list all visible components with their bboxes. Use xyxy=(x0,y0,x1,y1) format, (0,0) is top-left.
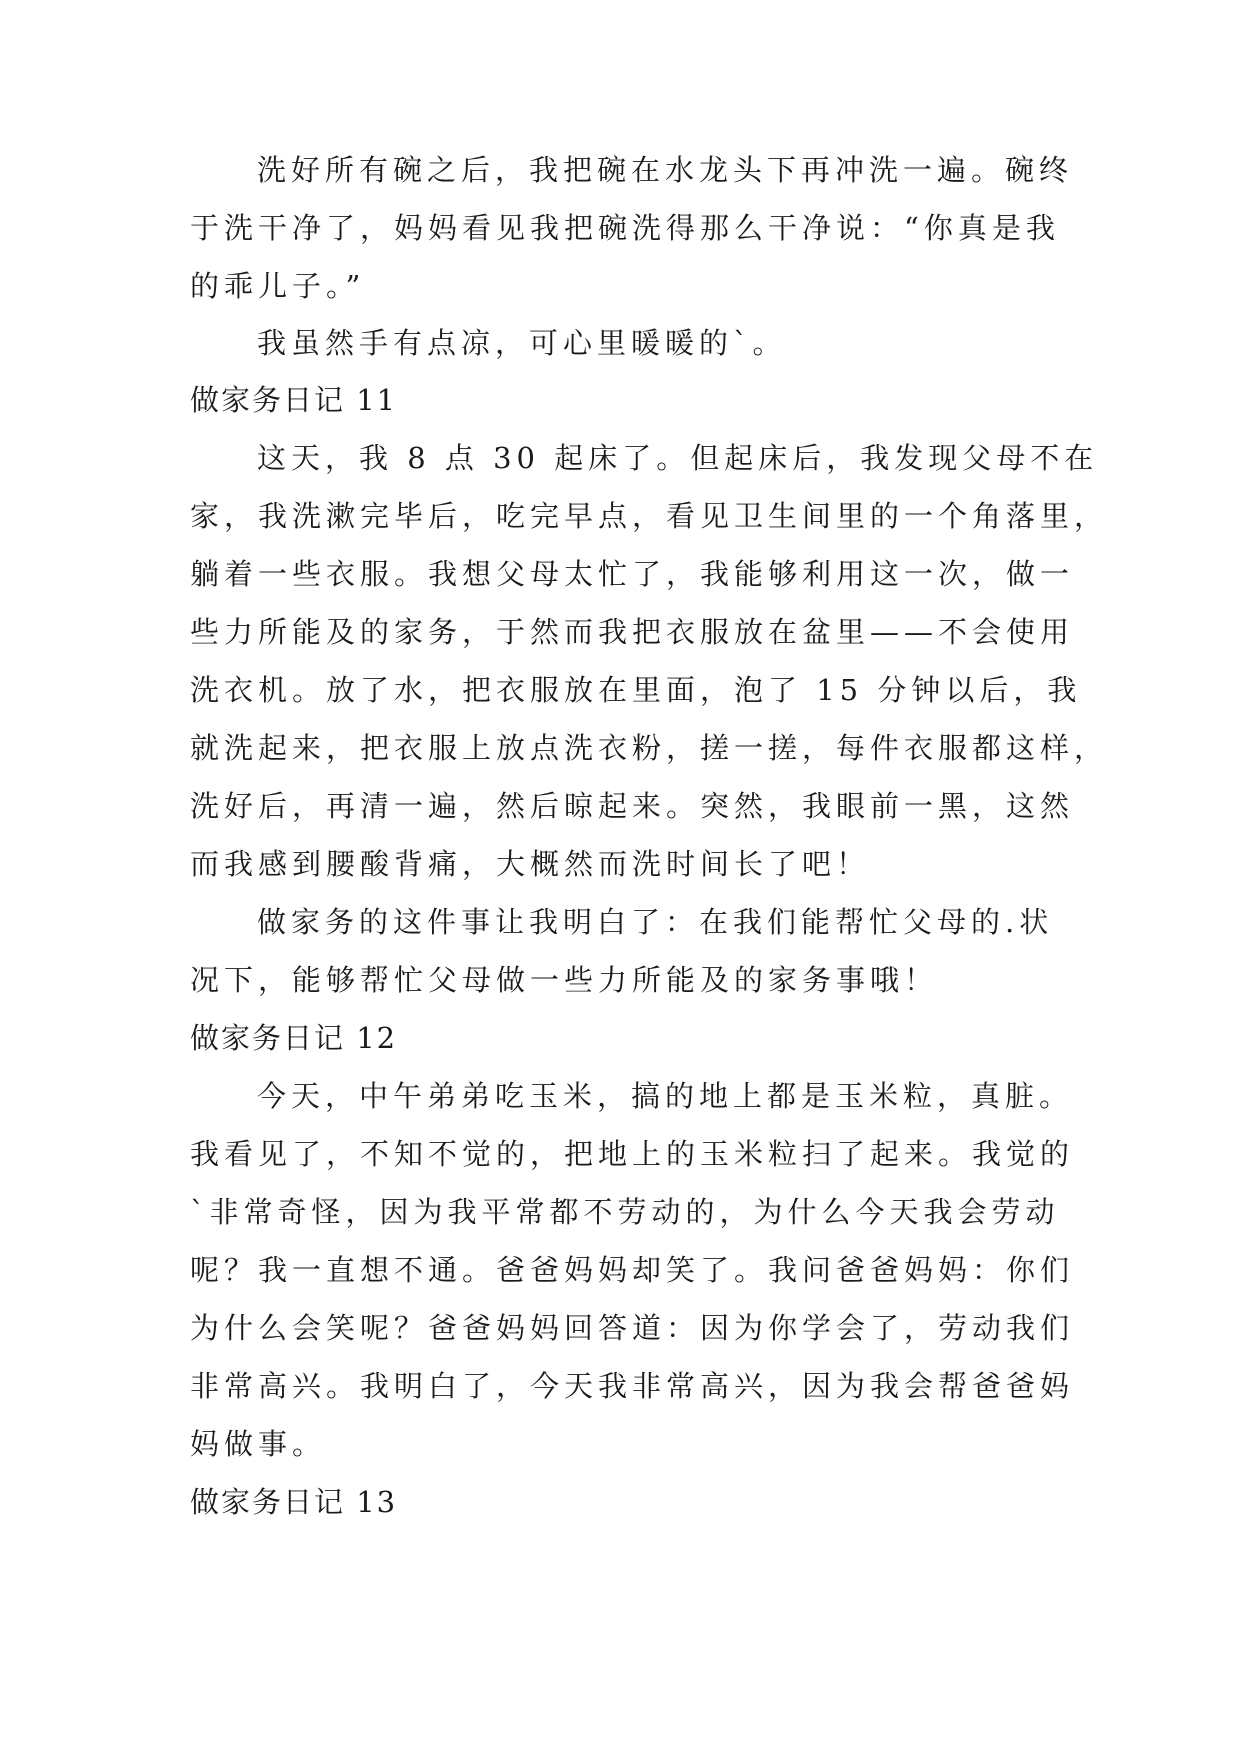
paragraph-line: `非常奇怪，因为我平常都不劳动的，为什么今天我会劳动 xyxy=(190,1195,1060,1229)
paragraph-line: 为什么会笑呢？爸爸妈妈回答道：因为你学会了，劳动我们 xyxy=(190,1311,1075,1345)
paragraph-line: 洗衣机。放了水，把衣服放在里面，泡了 15 分钟以后，我 xyxy=(190,673,1082,707)
paragraph-line: 洗好所有碗之后，我把碗在水龙头下再冲洗一遍。碗终 xyxy=(257,153,1074,187)
paragraph-line: 的乖儿子。” xyxy=(190,269,366,303)
paragraph-line: 非常高兴。我明白了，今天我非常高兴，因为我会帮爸爸妈 xyxy=(190,1369,1075,1403)
section-heading-12: 做家务日记 12 xyxy=(190,1021,398,1055)
paragraph-line: 今天，中午弟弟吃玉米，搞的地上都是玉米粒，真脏。 xyxy=(257,1079,1074,1113)
paragraph-line: 妈做事。 xyxy=(190,1427,327,1461)
paragraph-line: 我看见了，不知不觉的，把地上的玉米粒扫了起来。我觉的 xyxy=(190,1137,1075,1171)
paragraph-line: 于洗干净了，妈妈看见我把碗洗得那么干净说：“你真是我 xyxy=(190,211,1060,245)
paragraph-line: 这天，我 8 点 30 起床了。但起床后，我发现父母不在 xyxy=(257,441,1099,475)
paragraph-line: 些力所能及的家务，于然而我把衣服放在盆里——不会使用 xyxy=(190,615,1075,649)
paragraph-line: 我虽然手有点凉，可心里暖暖的`。 xyxy=(257,326,787,360)
paragraph-line: 做家务的这件事让我明白了：在我们能帮忙父母的.状 xyxy=(257,905,1054,939)
paragraph-line: 而我感到腰酸背痛，大概然而洗时间长了吧！ xyxy=(190,847,871,881)
section-heading-11: 做家务日记 11 xyxy=(190,383,398,417)
paragraph-line: 就洗起来，把衣服上放点洗衣粉，搓一搓，每件衣服都这样， xyxy=(190,731,1109,765)
paragraph-line: 家，我洗漱完毕后，吃完早点，看见卫生间里的一个角落里， xyxy=(190,499,1109,533)
paragraph-line: 况下，能够帮忙父母做一些力所能及的家务事哦！ xyxy=(190,963,939,997)
paragraph-line: 洗好后，再清一遍，然后晾起来。突然，我眼前一黑，这然 xyxy=(190,789,1075,823)
paragraph-line: 躺着一些衣服。我想父母太忙了，我能够利用这一次，做一 xyxy=(190,557,1075,591)
paragraph-line: 呢？我一直想不通。爸爸妈妈却笑了。我问爸爸妈妈：你们 xyxy=(190,1253,1075,1287)
section-heading-13: 做家务日记 13 xyxy=(190,1485,398,1519)
